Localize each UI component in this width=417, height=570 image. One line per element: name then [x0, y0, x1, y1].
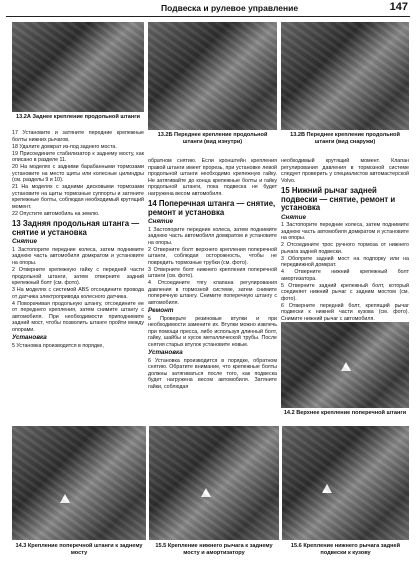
paragraph: 2 Отсоедините трос ручного тормоза от нижнего рычага задней подвески.: [281, 242, 409, 255]
caption-13-2b: 13.2Б Переднее крепление продольной штанги (вид изнутри): [157, 132, 268, 145]
paragraph: 5 Отверните задний крепежный болт, который соединяет нижний рычаг с задним мостом (см. фото).: [281, 282, 409, 302]
paragraph: 1 Застопорите передние колеса, затем поднимите заднюю часть автомобиля домкратом и установите на опоры.: [148, 226, 277, 246]
column-2: [148, 158, 277, 391]
photo-13-2a: [12, 22, 144, 112]
subheading-install: Установка: [12, 334, 47, 342]
paragraph: необходимый крутящий момент. Клапан регулирования давления в тормозной системе следует проверить у специалистов автомастерской Volvo.: [281, 158, 409, 184]
paragraph: 19 Присоедините стабилизатор к заднему мосту, как описано в разделе 11.: [12, 150, 144, 164]
photo-13-2b: [148, 22, 277, 130]
caption-13-2a: 13.2А Заднее крепление продольной штанги: [16, 114, 140, 120]
photo-15-6: [282, 426, 409, 540]
arrow-marker: [60, 494, 70, 503]
caption-14-2: 14.2 Верхнее крепление поперечной штанги: [283, 410, 407, 416]
paragraph: 21 На моделях с задними дисковыми тормозами установите на щиты тормозные суппорты и затяните крепежные болты, соблюдая необходимый крутящий момент.: [12, 184, 144, 210]
section-heading: 13 Задняя продольная штанга — снятие и установка: [12, 219, 140, 237]
caption-13-2c: 13.2В Переднее крепление продольной штанги (вид снаружи): [290, 132, 400, 145]
paragraph: 3 Обоприте задний мост на подпорку или на передвижной домкрат.: [281, 255, 409, 269]
paragraph: 6 Установка производится в порядке, обратном снятию. Обратите внимание, что крепежные болты должны затягиваться после того, как подвеска будет нагружена весом автомобиля. Затяните гайки, соблюдая: [148, 357, 277, 390]
page-header: [6, 3, 410, 17]
photo-13-2c: [281, 22, 409, 130]
caption-14-3: 14.3 Крепление поперечной штанги к заднему мосту: [15, 543, 143, 556]
arrow-marker: [201, 488, 211, 497]
subheading-repair: Ремонт: [148, 307, 174, 315]
subheading-install: Установка: [148, 349, 183, 357]
section-heading: 14 Поперечная штанга — снятие, ремонт и установка: [148, 199, 276, 217]
paragraph: 20 На моделях с задними барабанными тормозами установите на место щиты или колесные цилиндры (см. разделы 9 и 10).: [12, 164, 144, 184]
photo-15-5: [149, 426, 279, 540]
paragraph: 4 Поворачивая продольную штангу, отсоедините ее от переднего крепления, затем снимите штангу с автомобиля. При необходимости приподнимите задний мост, чтобы позволить штанге пройти между опорами.: [12, 300, 144, 333]
paragraph: 22 Опустите автомобиль на землю.: [12, 210, 100, 217]
column-3: [281, 158, 409, 323]
paragraph: 4 Отверните нижний крепежный болт амортизатора.: [281, 269, 409, 282]
paragraph: 5 Проверьте резиновые втулки и при необходимости замените их. Втулки можно извлечь при помощи пресса, либо используя длинный болт, гайку, шайбы и кусок металлической трубы. После снятия старых втулок установите новые.: [148, 315, 277, 348]
caption-15-5: 15.5 Крепление нижнего рычага к заднему мосту и амортизатору: [155, 543, 273, 556]
section-heading: 15 Нижний рычаг задней подвески — снятие, ремонт и установка: [281, 186, 396, 212]
caption-15-6: 15.6 Крепление нижнего рычага задней подвески к кузову: [290, 543, 401, 556]
paragraph: 2 Отверните крепежную гайку с передней части продольной штанги, затем отверните задний крепежный болт (см. фото).: [12, 267, 144, 287]
arrow-marker: [322, 484, 332, 493]
paragraph: обратном снятию. Если кронштейн крепления правой штанги имеет прорезь, при установке левой продольной штанги необходимо крепежную гайку. Не затягивайте до конца крепежные болты и гайку продольной штанги, пока подвеска не будет нагружена весом автомобиля.: [148, 158, 277, 197]
paragraph: 1 Застопорите передние колеса, затем поднимите заднюю часть автомобиля домкратом и установите на опоры.: [12, 246, 144, 266]
page-number: 147: [389, 1, 408, 13]
paragraph: 4 Отсоедините тягу клапана регулирования давления в тормозной системе, затем снимите поперечную штангу. Снимите поперечную штангу с автомобиля.: [148, 280, 277, 306]
paragraph: 17 Установите и затяните передние крепежные болты нижних рычагов.: [12, 130, 144, 143]
paragraph: 3 Отверните болт нижнего крепления поперечной штанги (см. фото).: [148, 266, 277, 280]
subheading-removal: Снятие: [148, 218, 174, 225]
subheading-removal: Снятие: [12, 238, 38, 246]
paragraph: 18 Удалите домкрат из-под заднего моста.: [12, 143, 117, 150]
paragraph: 3 На моделях с системой ABS отсоедините провода от датчика электропривода колесного датчика.: [12, 287, 144, 300]
header-title: Подвеска и рулевое управление: [161, 3, 299, 13]
photo-14-2: [281, 322, 409, 408]
paragraph: 6 Отверните передний болт, крепящий рычаг подвески к нижней части кузова (см. фото). Снимите нижний рычаг с автомобиля.: [281, 302, 409, 322]
arrow-marker: [341, 362, 351, 371]
paragraph: 1 Застопорите передние колеса, затем поднимите заднюю часть автомобиля домкратом и установите на опоры.: [281, 222, 409, 241]
photo-14-3: [12, 426, 146, 540]
paragraph: 2 Отверните болт верхнего крепления поперечной штанги, соблюдая осторожность, чтобы не повредить тормозные трубки (см. фото).: [148, 246, 277, 266]
column-1: [12, 130, 144, 350]
subheading-removal: Снятие: [281, 213, 307, 221]
paragraph: 5 Установка производится в порядке,: [12, 342, 104, 349]
